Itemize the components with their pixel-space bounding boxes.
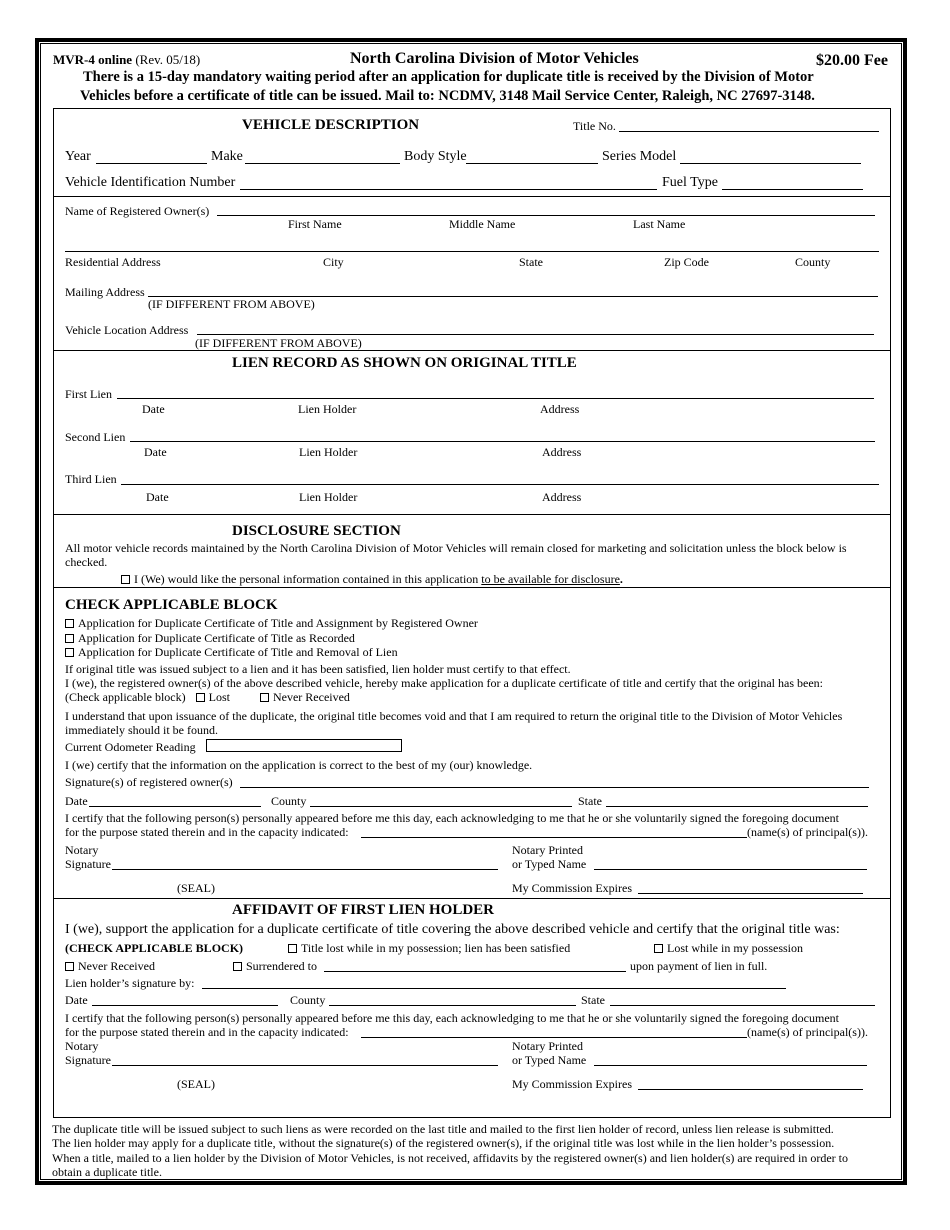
footer-line-4: obtain a duplicate title.	[52, 1165, 162, 1179]
make-label: Make	[211, 149, 243, 164]
first-lien-address: Address	[540, 402, 580, 416]
first-lien-holder: Lien Holder	[298, 402, 357, 416]
affidavit-county-label: County	[290, 993, 326, 1007]
typed-name-label: or Typed Name	[512, 857, 587, 871]
option-assignment-checkbox[interactable]	[65, 619, 74, 628]
opt-lost-satisfied-row[interactable]	[288, 941, 570, 955]
year-field[interactable]	[96, 163, 207, 164]
notary-certify-line-1: I certify that the following person(s) personally appeared before me this day, each acknowledging to me that he or she voluntarily signed the foregoing document	[65, 811, 839, 825]
form-id: MVR-4 online	[53, 52, 133, 67]
affidavit-notary-signature-label: Signature	[65, 1053, 111, 1067]
disclosure-heading: DISCLOSURE SECTION	[232, 523, 401, 539]
vehicle-heading: VEHICLE DESCRIPTION	[242, 117, 420, 133]
notary-label: Notary	[65, 843, 99, 857]
opt-lost-satisfied-checkbox[interactable]	[288, 944, 297, 953]
affidavit-date-field[interactable]	[92, 1005, 278, 1006]
vin-field[interactable]	[240, 189, 657, 190]
never-received-option[interactable]	[260, 690, 350, 704]
second-lien-address: Address	[542, 445, 582, 459]
residential-address-field[interactable]	[65, 251, 879, 252]
opt-surrendered-checkbox[interactable]	[233, 962, 242, 971]
title-no-field[interactable]	[619, 131, 879, 132]
county-field[interactable]	[310, 806, 572, 807]
affidavit-principals-field[interactable]	[361, 1037, 747, 1038]
affidavit-intro: I (we), support the application for a duplicate certificate of title covering the above described vehicle and certify that the original title was:	[65, 922, 840, 937]
understand-line-2: immediately should it be found.	[65, 723, 218, 737]
year-label: Year	[65, 149, 91, 164]
option-as-recorded-checkbox[interactable]	[65, 634, 74, 643]
option-removal-checkbox[interactable]	[65, 648, 74, 657]
certify-line-2	[65, 690, 350, 704]
principals-field[interactable]	[361, 837, 747, 838]
check-block-heading: CHECK APPLICABLE BLOCK	[65, 597, 278, 613]
affidavit-typed-name-label: or Typed Name	[512, 1053, 587, 1067]
county-label: County	[271, 794, 307, 808]
first-name-caption: First Name	[288, 217, 342, 231]
odometer-input[interactable]	[206, 739, 402, 752]
affidavit-commission-field[interactable]	[638, 1089, 863, 1090]
third-lien-address: Address	[542, 490, 582, 504]
vehicle-location-label: Vehicle Location Address	[65, 323, 189, 337]
lost-checkbox[interactable]	[196, 693, 205, 702]
vin-label: Vehicle Identification Number	[65, 175, 236, 190]
mailing-address-label: Mailing Address	[65, 285, 145, 299]
notary-certify-line-2: for the purpose stated therein and in the capacity indicated:	[65, 825, 349, 839]
disclosure-checkbox-period: .	[619, 572, 623, 586]
affidavit-state-field[interactable]	[610, 1005, 875, 1006]
date-field[interactable]	[89, 806, 261, 807]
county-caption: County	[795, 255, 831, 269]
understand-line-1: I understand that upon issuance of the duplicate, the original title becomes void and that I am required to return the original title to the Division of Motor Vehicles	[65, 709, 843, 723]
state-field[interactable]	[606, 806, 868, 807]
vehicle-location-field[interactable]	[197, 334, 874, 335]
third-lien-field[interactable]	[121, 484, 879, 485]
affidavit-principals-label: (name(s) of principal(s)).	[747, 1025, 868, 1039]
city-caption: City	[323, 255, 344, 269]
footer-line-2: The lien holder may apply for a duplicate title, without the signature(s) of the registered owner(s), if the original title was lost while in the lien holder’s possession.	[52, 1136, 835, 1150]
typed-name-field[interactable]	[594, 869, 867, 870]
form-id-line	[53, 52, 200, 67]
affidavit-commission-label: My Commission Expires	[512, 1077, 633, 1091]
lien-holder-signature-label: Lien holder’s signature by:	[65, 976, 195, 990]
never-received-checkbox[interactable]	[260, 693, 269, 702]
principals-label: (name(s) of principal(s)).	[747, 825, 868, 839]
middle-name-caption: Middle Name	[449, 217, 516, 231]
disclosure-checkbox[interactable]	[121, 575, 130, 584]
notice-line-2: Vehicles before a certificate of title can be issued. Mail to: NCDMV, 3148 Mail Service Center, Raleigh, NC 27697-3148.	[80, 88, 815, 104]
opt-lost-possession-label: Lost while in my possession	[667, 941, 804, 955]
notary-signature-field[interactable]	[112, 869, 498, 870]
commission-field[interactable]	[638, 893, 863, 894]
opt-never-received-label: Never Received	[78, 959, 155, 973]
option-as-recorded-label: Application for Duplicate Certificate of Title as Recorded	[78, 631, 355, 645]
state-label: State	[578, 794, 602, 808]
third-lien-date: Date	[146, 490, 169, 504]
option-assignment-row[interactable]	[65, 616, 478, 630]
affidavit-notary-line-2: for the purpose stated therein and in the capacity indicated:	[65, 1025, 349, 1039]
odometer-label: Current Odometer Reading	[65, 740, 196, 754]
option-as-recorded-row[interactable]	[65, 631, 355, 645]
lost-option[interactable]	[196, 690, 230, 704]
affidavit-notary-line-1: I certify that the following person(s) personally appeared before me this day, each acknowledging to me that he or she voluntarily signed the foregoing document	[65, 1011, 839, 1025]
opt-surrendered-row[interactable]	[233, 959, 317, 973]
owner-name-label: Name of Registered Owner(s)	[65, 204, 210, 218]
upon-payment-label: upon payment of lien in full.	[630, 959, 768, 973]
seal-label: (SEAL)	[177, 881, 215, 895]
owner-signature-label: Signature(s) of registered owner(s)	[65, 775, 233, 789]
opt-lost-satisfied-label: Title lost while in my possession; lien has been satisfied	[301, 941, 571, 955]
option-removal-label: Application for Duplicate Certificate of Title and Removal of Lien	[78, 645, 398, 659]
make-field[interactable]	[245, 163, 400, 164]
never-received-label: Never Received	[272, 690, 350, 704]
opt-never-received-row[interactable]	[65, 959, 155, 973]
opt-surrendered-label: Surrendered to	[246, 959, 317, 973]
first-lien-label: First Lien	[65, 387, 112, 401]
second-lien-field[interactable]	[130, 441, 875, 442]
location-if-different: (IF DIFFERENT FROM ABOVE)	[195, 336, 362, 350]
affidavit-state-label: State	[581, 993, 605, 1007]
series-model-label: Series Model	[602, 149, 677, 164]
affidavit-check-label: (CHECK APPLICABLE BLOCK)	[65, 941, 244, 955]
zip-caption: Zip Code	[664, 255, 709, 269]
divider-disclosure	[53, 514, 891, 515]
agency-title: North Carolina Division of Motor Vehicles	[350, 50, 639, 67]
check-applicable-text: (Check applicable block)	[65, 690, 186, 704]
third-lien-holder: Lien Holder	[299, 490, 358, 504]
surrendered-to-field[interactable]	[324, 971, 626, 972]
affidavit-seal-label: (SEAL)	[177, 1077, 215, 1091]
affidavit-heading: AFFIDAVIT OF FIRST LIEN HOLDER	[232, 902, 495, 918]
lost-label: Lost	[208, 690, 230, 704]
title-no-label: Title No.	[573, 119, 616, 133]
lien-note: If original title was issued subject to a lien and it has been satisfied, lien holder must certify to that effect.	[65, 662, 571, 676]
state-caption: State	[519, 255, 543, 269]
disclosure-checkbox-text: I (We) would like the personal information contained in this application	[134, 572, 482, 586]
body-style-label: Body Style	[404, 149, 467, 164]
last-name-caption: Last Name	[633, 217, 686, 231]
notary-printed-label: Notary Printed	[512, 843, 583, 857]
affidavit-notary-printed-label: Notary Printed	[512, 1039, 583, 1053]
fuel-type-field[interactable]	[722, 189, 863, 190]
option-assignment-label: Application for Duplicate Certificate of Title and Assignment by Registered Owner	[78, 616, 478, 630]
lien-heading: LIEN RECORD AS SHOWN ON ORIGINAL TITLE	[232, 355, 577, 371]
disclosure-text-1: All motor vehicle records maintained by the North Carolina Division of Motor Vehicles will remain closed for marketing and solicitation unless the block below is	[65, 541, 847, 555]
affidavit-notary-signature-field[interactable]	[112, 1065, 498, 1066]
third-lien-label: Third Lien	[65, 472, 117, 486]
divider-affidavit	[53, 898, 891, 899]
footer-line-3: When a title, mailed to a lien holder by the Division of Motor Vehicles, is not received, affidavits by the registered owner(s) and lien holder(s) are required in order to	[52, 1151, 848, 1165]
affidavit-county-field[interactable]	[329, 1005, 576, 1006]
divider-check-block	[53, 587, 891, 588]
fuel-type-label: Fuel Type	[662, 175, 718, 190]
opt-lost-possession-row[interactable]	[654, 941, 803, 955]
opt-never-received-checkbox[interactable]	[65, 962, 74, 971]
second-lien-date: Date	[144, 445, 167, 459]
disclosure-checkbox-row[interactable]	[121, 572, 623, 586]
option-removal-row[interactable]	[65, 645, 398, 659]
body-style-field[interactable]	[466, 163, 598, 164]
divider-lien	[53, 350, 891, 351]
owner-signature-field[interactable]	[240, 787, 869, 788]
first-lien-date: Date	[142, 402, 165, 416]
affidavit-typed-name-field[interactable]	[594, 1065, 867, 1066]
residential-address-caption: Residential Address	[65, 255, 161, 269]
series-model-field[interactable]	[680, 163, 861, 164]
affidavit-notary-label: Notary	[65, 1039, 99, 1053]
divider-owner	[53, 196, 891, 197]
owner-name-field[interactable]	[217, 215, 875, 216]
first-lien-field[interactable]	[117, 398, 874, 399]
date-label: Date	[65, 794, 88, 808]
opt-lost-possession-checkbox[interactable]	[654, 944, 663, 953]
footer-line-1: The duplicate title will be issued subject to such liens as were recorded on the last title and mailed to the first lien holder of record, unless lien release is submitted.	[52, 1122, 834, 1136]
notary-signature-label: Signature	[65, 857, 111, 871]
correct-statement: I (we) certify that the information on the application is correct to the best of my (our) knowledge.	[65, 758, 533, 772]
certify-line-1: I (we), the registered owner(s) of the above described vehicle, hereby make application for a duplicate certificate of title and certify that the original has been:	[65, 676, 823, 690]
form-revision: (Rev. 05/18)	[135, 52, 201, 67]
disclosure-checkbox-underlined: to be available for disclosure	[481, 572, 620, 586]
second-lien-label: Second Lien	[65, 430, 126, 444]
second-lien-holder: Lien Holder	[299, 445, 358, 459]
notice-line-1: There is a 15-day mandatory waiting period after an application for duplicate title is received by the Division of Motor	[83, 69, 814, 85]
commission-label: My Commission Expires	[512, 881, 633, 895]
lien-holder-signature-field[interactable]	[202, 988, 786, 989]
disclosure-text-2: checked.	[65, 555, 108, 569]
affidavit-date-label: Date	[65, 993, 88, 1007]
mailing-if-different: (IF DIFFERENT FROM ABOVE)	[148, 297, 315, 311]
fee: $20.00 Fee	[816, 52, 888, 69]
